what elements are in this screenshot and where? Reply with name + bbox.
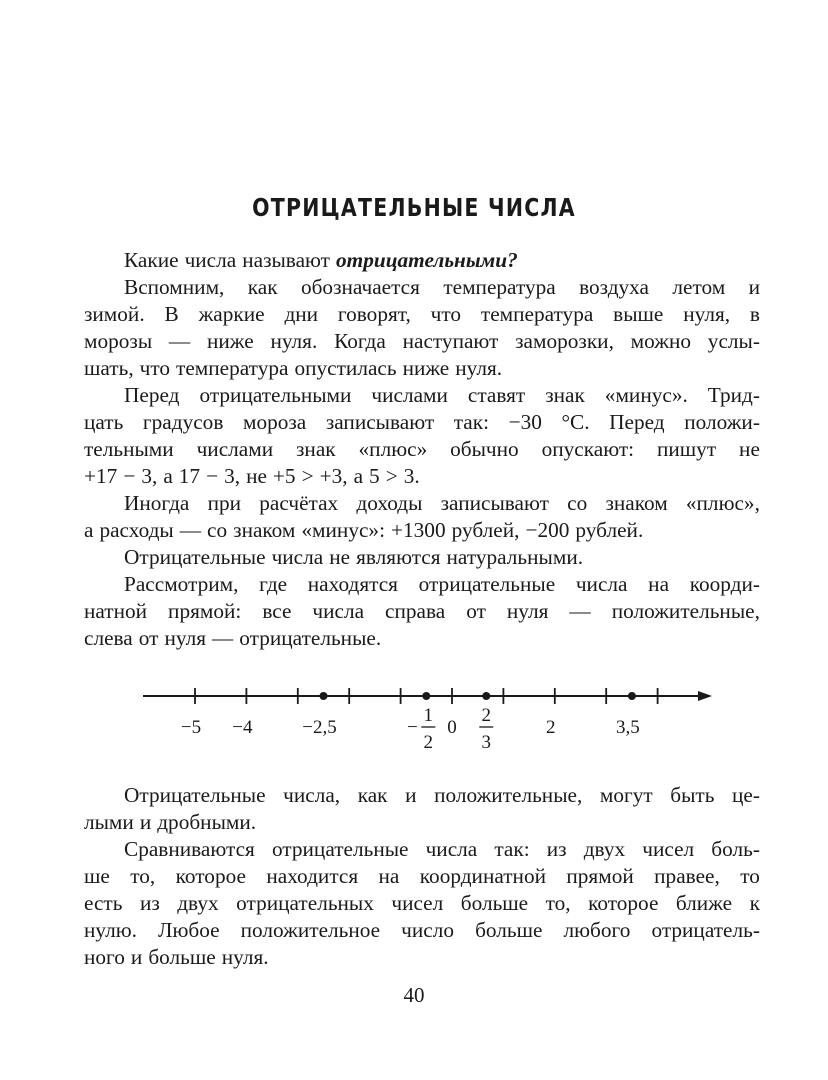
word: расходы	[99, 518, 174, 542]
word: шать,	[84, 356, 134, 380]
word: при	[207, 491, 242, 515]
point-dot	[422, 692, 430, 700]
word: рублей,	[451, 518, 520, 542]
arrow-icon	[698, 691, 712, 701]
word: тельными	[84, 437, 174, 461]
text-line	[84, 301, 760, 328]
tick-label: 2	[546, 717, 556, 738]
word: что	[139, 356, 171, 380]
word: зимой.	[84, 302, 145, 326]
word: то	[740, 864, 760, 888]
word: градусов	[142, 410, 224, 434]
word: +1300	[391, 518, 446, 542]
word: то,	[130, 864, 156, 888]
word: «плюс»,	[685, 491, 760, 515]
word: °С.	[561, 410, 590, 434]
word: услы-	[707, 329, 760, 353]
word: натуральными.	[446, 545, 584, 569]
word: отрицательные	[271, 837, 409, 861]
page-title: ОТРИЦАТЕЛЬНЫЕ ЧИСЛА	[252, 193, 576, 222]
word: так:	[494, 837, 530, 861]
word: слева	[84, 626, 133, 650]
word: пишут	[656, 437, 717, 461]
word: отрицатель-	[651, 918, 760, 942]
word: как	[357, 783, 388, 807]
word: Трид-	[707, 383, 760, 407]
text-line	[84, 328, 760, 355]
word: которое	[588, 891, 659, 915]
word: нуля,	[683, 302, 731, 326]
word: двух	[177, 891, 219, 915]
word: числа	[575, 572, 628, 596]
text-line	[84, 809, 760, 836]
word: чисел	[391, 891, 444, 915]
tick-label: −	[406, 717, 418, 738]
word: отрицательных	[236, 891, 374, 915]
word: справа	[385, 599, 446, 623]
word: Любое	[158, 918, 220, 942]
word: число	[401, 918, 455, 942]
text-line	[84, 890, 760, 917]
word: Рассмотрим,	[124, 572, 239, 596]
word: все	[262, 599, 292, 623]
word: ближе	[675, 891, 733, 915]
text-line	[84, 944, 760, 971]
page-number: 40	[403, 983, 425, 1007]
word: могут	[599, 783, 653, 807]
word: Перед	[609, 410, 665, 434]
word: находятся	[307, 572, 398, 596]
word: на	[378, 864, 400, 888]
word: от	[466, 599, 486, 623]
word: а	[84, 518, 94, 542]
word: называют	[242, 248, 330, 272]
word: —	[569, 599, 591, 623]
word: числа	[312, 599, 365, 623]
word: ниже	[206, 329, 254, 353]
word: выше	[613, 302, 664, 326]
word: и	[405, 783, 417, 807]
word: −	[123, 464, 136, 488]
word: положи-	[684, 410, 760, 434]
word: Какие	[124, 248, 179, 272]
text-line	[84, 863, 760, 890]
word: ниже	[402, 356, 450, 380]
word: есть	[84, 891, 123, 915]
word: —	[212, 626, 234, 650]
word: >	[301, 464, 314, 488]
word: любого	[563, 918, 631, 942]
word: ше	[84, 864, 110, 888]
word: знак	[545, 383, 585, 407]
word: рублей.	[575, 518, 644, 542]
text-line	[84, 836, 760, 863]
word: 3,	[141, 464, 158, 488]
word: дробными.	[157, 810, 257, 834]
text-line	[84, 382, 760, 409]
word: −200	[525, 518, 570, 542]
word: 3.	[403, 464, 420, 488]
word: —	[168, 329, 191, 353]
word: числами	[371, 383, 448, 407]
word: числа,	[283, 783, 341, 807]
fraction-denominator: 2	[423, 732, 434, 753]
word: из	[546, 837, 567, 861]
word: наступают	[402, 329, 499, 353]
word: отрицательными?	[335, 248, 518, 272]
word: жаркие	[198, 302, 265, 326]
word: Отрицательные	[124, 783, 266, 807]
word: не	[329, 545, 351, 569]
word: что	[430, 302, 462, 326]
word: лыми	[84, 810, 134, 834]
text-line	[84, 463, 760, 490]
text-line	[84, 436, 760, 463]
word: больше	[148, 945, 216, 969]
word: опускают:	[541, 437, 635, 461]
word: температура	[443, 275, 556, 299]
word: говорят,	[337, 302, 411, 326]
word: числа	[184, 248, 237, 272]
word: нуля	[164, 626, 206, 650]
word: температура	[176, 356, 289, 380]
word: обозначается	[300, 275, 420, 299]
text-line	[84, 247, 760, 274]
word: цать	[84, 410, 124, 434]
word: >	[385, 464, 398, 488]
word: отрицательные.	[239, 626, 382, 650]
word: морозы	[84, 329, 153, 353]
word: где	[259, 572, 288, 596]
tick-label: 3,5	[616, 717, 640, 738]
word: Когда	[334, 329, 386, 353]
word: 5	[369, 464, 380, 488]
word: натной	[84, 599, 148, 623]
word: чисел	[642, 837, 695, 861]
paragraphs-intro	[84, 247, 760, 652]
word: записывают	[325, 410, 435, 434]
text-line	[84, 544, 760, 571]
word: больше	[460, 891, 529, 915]
word: —	[179, 518, 202, 542]
point-dot	[320, 692, 328, 700]
word: нуля.	[270, 329, 318, 353]
word: со	[207, 518, 228, 542]
word: не	[739, 437, 760, 461]
word: то,	[545, 891, 571, 915]
word: к	[749, 891, 760, 915]
word: а	[163, 464, 173, 488]
word: мороза	[242, 410, 307, 434]
text-line	[84, 274, 760, 301]
word: температура	[480, 302, 594, 326]
word: числами	[196, 437, 274, 461]
word: Отрицательные	[124, 545, 266, 569]
fraction-numerator: 1	[423, 705, 434, 726]
word: «плюс»	[358, 437, 428, 461]
word: знаком	[605, 491, 668, 515]
word: прямой	[566, 864, 634, 888]
word: числа	[425, 837, 478, 861]
word: координатной	[419, 864, 546, 888]
word: +5	[272, 464, 296, 488]
text-line	[84, 355, 760, 382]
word: нулю.	[84, 918, 137, 942]
word: −30	[508, 410, 542, 434]
word: не	[246, 464, 267, 488]
word: +3,	[319, 464, 348, 488]
word: обычно	[450, 437, 519, 461]
word: являются	[356, 545, 441, 569]
paragraphs-comparison	[84, 782, 760, 971]
word: из	[139, 891, 160, 915]
word: положительное	[240, 918, 381, 942]
tick-label: 0	[447, 717, 457, 738]
text-line	[84, 917, 760, 944]
word: правее,	[654, 864, 720, 888]
word: и	[130, 945, 143, 969]
word: 3,	[224, 464, 241, 488]
word: от	[138, 626, 159, 650]
word: числа	[271, 545, 324, 569]
text-line	[84, 409, 760, 436]
point-dot	[628, 692, 636, 700]
word: и	[139, 810, 152, 834]
word: а	[353, 464, 364, 488]
word: −	[206, 464, 219, 488]
text-line	[84, 490, 760, 517]
word: так:	[453, 410, 490, 434]
word: знаком	[233, 518, 296, 542]
text-line	[84, 598, 760, 625]
word: как	[247, 275, 278, 299]
tick-label: −4	[232, 717, 253, 738]
word: двух	[583, 837, 626, 861]
word: летом	[672, 275, 726, 299]
word: заморозки,	[515, 329, 614, 353]
word: це-	[732, 783, 760, 807]
word: воздуха	[579, 275, 650, 299]
word: отрицательные	[418, 572, 556, 596]
word: дни	[284, 302, 319, 326]
word: нуля.	[221, 945, 269, 969]
word: ного	[84, 945, 125, 969]
point-dot	[482, 692, 490, 700]
word: «минус»:	[301, 518, 385, 542]
text-line	[84, 625, 760, 652]
text-line	[84, 517, 760, 544]
word: В	[164, 302, 179, 326]
word: коорди-	[689, 572, 760, 596]
word: находится	[266, 864, 359, 888]
word: нуля.	[455, 356, 503, 380]
word: Сравниваются	[124, 837, 255, 861]
word: со	[567, 491, 588, 515]
word: быть	[670, 783, 715, 807]
word: Вспомним,	[124, 275, 225, 299]
word: Перед	[124, 383, 180, 407]
fraction-numerator: 2	[481, 705, 492, 726]
word: записывают	[440, 491, 549, 515]
word: ставят	[467, 383, 526, 407]
word: больше	[475, 918, 543, 942]
word: знак	[296, 437, 336, 461]
text-line	[84, 782, 760, 809]
text-line	[84, 571, 760, 598]
word: отрицательными	[199, 383, 352, 407]
word: доходы	[356, 491, 423, 515]
tick-label: −2,5	[302, 717, 337, 738]
word: «минус».	[604, 383, 688, 407]
word: которое	[175, 864, 246, 888]
word: +17	[84, 464, 118, 488]
word: можно	[630, 329, 692, 353]
fraction-denominator: 3	[481, 732, 492, 753]
word: Иногда	[124, 491, 190, 515]
word: положительные,	[611, 599, 760, 623]
word: положительные,	[434, 783, 583, 807]
word: опустилась	[294, 356, 397, 380]
word: на	[648, 572, 670, 596]
word: 17	[178, 464, 201, 488]
word: в	[749, 302, 760, 326]
word: прямой:	[168, 599, 242, 623]
tick-label: −5	[180, 717, 202, 738]
word: расчётах	[259, 491, 339, 515]
word: и	[748, 275, 760, 299]
word: боль-	[711, 837, 760, 861]
word: нуля	[506, 599, 549, 623]
